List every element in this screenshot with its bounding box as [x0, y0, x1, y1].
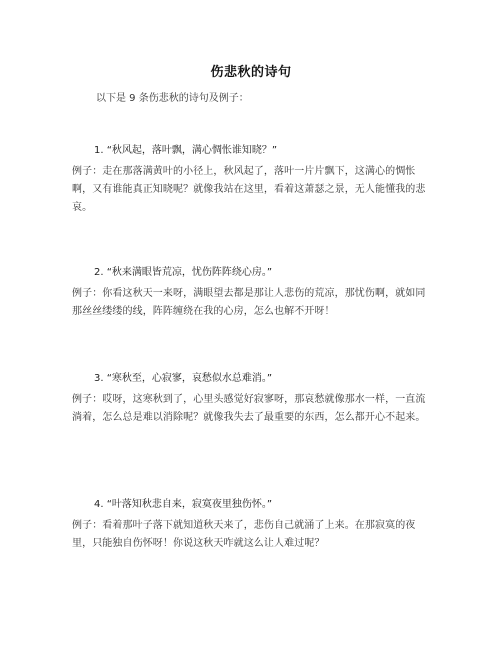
- poem-entry-2: [72, 266, 432, 321]
- poem-entry-1: [72, 144, 432, 217]
- poem-entry-4: [72, 498, 432, 553]
- example-text: 例子：看着那叶子落下就知道秋天来了，悲伤自己就涌了上来。在那寂寞的夜里，只能独自伤怀呀！你说这秋天咋就这么让人难过呢？: [72, 520, 416, 549]
- poem-line: 3. “寒秋至，心寂寥，哀愁似水总难消。”: [94, 373, 273, 384]
- document-title: 伤悲秋的诗句: [210, 65, 292, 80]
- example-text: 例子：走在那落满黄叶的小径上，秋风起了，落叶一片片飘下，这满心的惆怅啊，又有谁能真正知晓呢？就像我站在这里，看着这萧瑟之景，无人能懂我的悲哀。: [72, 166, 426, 213]
- poem-entry-3: [72, 372, 432, 427]
- example-text: 例子：哎呀，这寒秋到了，心里头感觉好寂寥呀，那哀愁就像那水一样，一直流淌着，怎么总是难以消除呢？就像我失去了最重要的东西，怎么都开心不起来。: [72, 394, 426, 423]
- example-text: 例子：你看这秋天一来呀，满眼望去都是那让人悲伤的荒凉，那忧伤啊，就如同那丝丝缕缕的线，阵阵缠绕在我的心房，怎么也解不开呀！: [72, 288, 426, 317]
- poem-line: 1. “秋风起，落叶飘，满心惆怅谁知晓？”: [94, 145, 278, 156]
- intro-text: 以下是 9 条伤悲秋的诗句及例子：: [96, 93, 249, 104]
- poem-line: 2. “秋来满眼皆荒凉，忧伤阵阵绕心房。”: [94, 267, 273, 278]
- poem-line: 4. “叶落知秋悲自来，寂寞夜里独伤怀。”: [94, 499, 273, 510]
